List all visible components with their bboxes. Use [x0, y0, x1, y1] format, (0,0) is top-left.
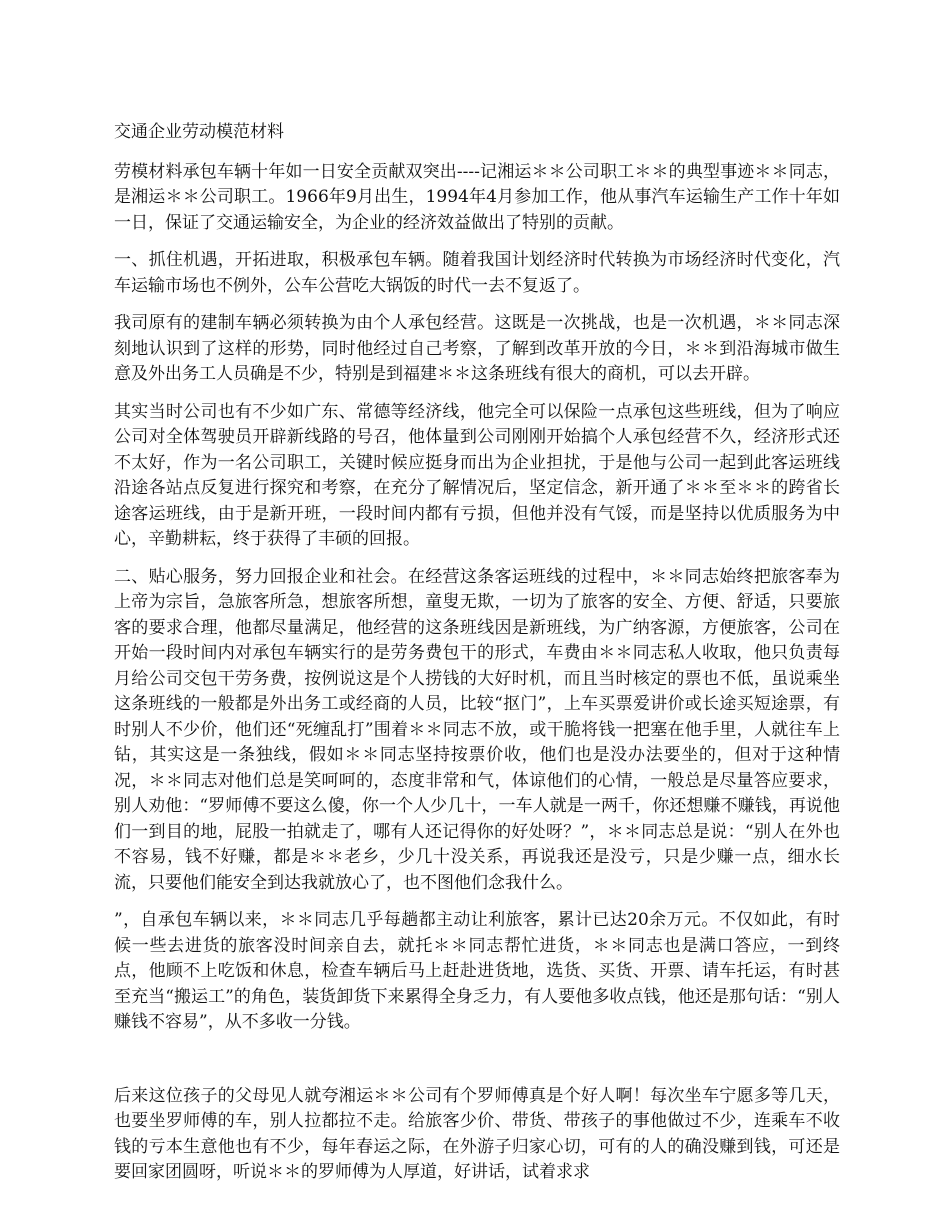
paragraph-gap: [114, 1048, 840, 1084]
paragraph-section-two: 二、贴心服务，努力回报企业和社会。在经营这条客运班线的过程中，＊＊同志始终把旅客奉为上帝为宗旨，急旅客所急，想旅客所想，童叟无欺，一切为了旅客的安全、方便、舒适，只要旅客的要求合理，他都尽量满足，他经营的这条班线因是新班线，为广纳客源，方便旅客，公司在开始一段时间内对承包车辆实行的是劳务费包干的形式，车费由＊＊同志私人收取，他只负责每月给公司交包干劳务费，按例说这是个人捞钱的大好时机，而且当时核定的票也不低，虽说乘坐这条班线的一般都是外出务工或经商的人员，比较“抠门”，上车买票爱讲价或长途买短途票，有时别人不少价，他们还“死缠乱打”围着＊＊同志不放，或干脆将钱一把塞在他手里，人就往车上钻，其实这是一条独线，假如＊＊同志坚持按票价收，他们也是没办法要坐的，但对于这种情况，＊＊同志对他们总是笑呵呵的，态度非常和气，体谅他们的心情，一般总是尽量答应要求，别人劝他：“罗师傅不要这么傻，你一个人少几十，一车人就是一两千，你还想赚不赚钱，再说他们一到目的地，屁股一拍就走了，哪有人还记得你的好处呀？”，＊＊同志总是说：“别人在外也不容易，钱不好赚，都是＊＊老乡，少几十没关系，再说我还是没亏，只是少赚一点，细水长流，只要他们能安全到达我就放心了，也不图他们念我什么。: [114, 566, 840, 893]
document-title: 交通企业劳动模范材料: [114, 122, 284, 142]
paragraph-intro: 劳模材料承包车辆十年如一日安全贡献双突出----记湘运＊＊公司职工＊＊的典型事迹＊＊同志，是湘运＊＊公司职工。1966年9月出生，1994年4月参加工作，他从事汽车运输生产工作十年如一日，保证了交通运输安全，为企业的经济效益做出了特别的贡献。: [114, 161, 840, 233]
paragraph-new-route: 其实当时公司也有不少如广东、常德等经济线，他完全可以保险一点承包这些班线，但为了响应公司对全体驾驶员开辟新线路的号召，他体量到公司刚刚开始搞个人承包经营不久，经济形式还不太好，作为一名公司职工，关键时候应挺身而出为企业担扰，于是他与公司一起到此客运班线沿途各站点反复进行探究和考察，在充分了解情况后，坚定信念，新开通了＊＊至＊＊的跨省长途客运班线，由于是新开班，一段时间内都有亏损，但他并没有气馁，而是坚持以优质服务为中心，辛勤耕耘，终于获得了丰硕的回报。: [114, 401, 840, 549]
paragraph-tail: 后来这位孩子的父母见人就夸湘运＊＊公司有个罗师傅真是个好人啊！每次坐车宁愿多等几天，也要坐罗师傅的车，别人拉都拉不走。给旅客少价、带货、带孩子的事他做过不少，连乘车不收钱的亏本生意他也有不少，每年春运之际，在外游子归家心切，可有的人的确没赚到钱，可还是要回家团圆呀，听说＊＊的罗师傅为人厚道，好讲话，试着求求: [114, 1085, 840, 1182]
paragraph-concessions: ”，自承包车辆以来，＊＊同志几乎每趟都主动让利旅客，累计已达20余万元。不仅如此，有时候一些去进货的旅客没时间亲自去，就托＊＊同志帮忙进货，＊＊同志也是满口答应，一到终点，他顾不上吃饭和休息，检查车辆后马上赶赴进货地，选货、买货、开票、请车托运，有时甚至充当“搬运工”的角色，装货卸货下来累得全身乏力，有人要他多收点钱，他还是那句话：“别人赚钱不容易”，从不多收一分钱。: [114, 910, 840, 1032]
paragraph-section-one: 一、抓住机遇，开拓进取，积极承包车辆。随着我国计划经济时代转换为市场经济时代变化，汽车运输市场也不例外，公车公营吃大锅饭的时代一去不复返了。: [114, 250, 840, 296]
paragraph-challenge: 我司原有的建制车辆必须转换为由个人承包经营。这既是一次挑战，也是一次机遇，＊＊同志深刻地认识到了这样的形势，同时他经过自己考察，了解到改革开放的今日，＊＊到沿海城市做生意及外出务工人员确是不少，特别是到福建＊＊这条班线有很大的商机，可以去开辟。: [114, 313, 840, 384]
document-page: [114, 120, 840, 1198]
